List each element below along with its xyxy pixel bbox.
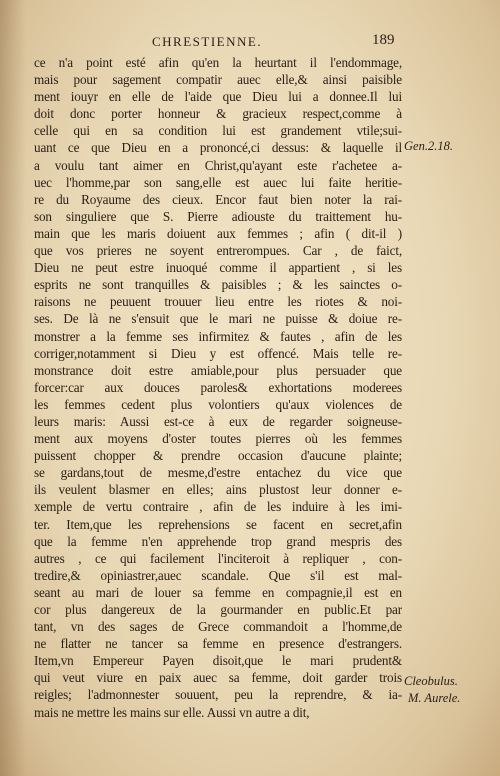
page-number: 189 [372, 32, 395, 48]
text-line: ter. Item,que les reprehensions se facent en secret,afin [34, 516, 402, 532]
text-line: seant au mari de louer sa femme en compagnie,il est en [34, 584, 402, 600]
text-line: les femmes cedent plus volontiers qu'aux violences de [34, 396, 402, 412]
text-line: celle qui en sa condition lui est grandement vtile;sui- [34, 123, 402, 139]
text-line: ce n'a point esté afin qu'en la heurtant il l'endommage, [34, 55, 402, 70]
text-line: ses. De là ne s'ensuit que le mari ne puisse & doiue re- [34, 311, 402, 327]
text-line: se gardans,tout de mesme,d'estre entachez du vice que [34, 465, 402, 481]
text-line: ment aux moyens d'oster toutes pierres où les femmes [34, 431, 402, 447]
text-line: Item,vn Empereur Payen disoit,que le mari prudent& [34, 653, 402, 669]
text-line: ment iouyr en elle de l'aide que Dieu lui a donnee.Il lui [34, 89, 402, 105]
text-line: re du Royaume des cieux. Encor faut bien noter la rai- [34, 191, 402, 207]
text-line: raisons ne peuuent trouuer lieu entre les riotes & noi- [34, 294, 402, 310]
text-line: Dieu ne peut estre inuoqué comme il appartient , si les [34, 260, 402, 276]
text-line: monstrer a la femme ses infirmitez & fautes , afin de les [34, 328, 402, 344]
text-line: monstrance doit estre amiable,pour plus persuader que [34, 362, 402, 378]
page-header [0, 34, 500, 54]
margin-note-genesis: Gen.2.18. [404, 139, 453, 153]
running-title: CHRESTIENNE. [152, 34, 263, 49]
text-line: tant, vn des sages de Grece commandoit a l'homme,de [34, 619, 402, 635]
text-line: autres , ce qui facilement l'inciteroit à repliquer , con- [34, 550, 402, 566]
text-line: leurs maris: Aussi est-ce à eux de regarder soigneuse- [34, 413, 402, 429]
text-line: ne flatter ne tancer sa femme en presence d'estrangers. [34, 636, 402, 652]
text-line: a voulu tant aimer en Christ,qu'ayant este r'achetee a- [34, 157, 402, 173]
text-line: xemple de vertu contraire , afin de les induire à les imi- [34, 499, 402, 515]
text-line: tredire,& opiniastrer,auec scandale. Que s'il est mal- [34, 567, 402, 583]
text-line: uec l'homme,par son sang,elle est auec lui faite heritie- [34, 174, 402, 190]
margin-note-cleobulus: Cleobulus. [404, 674, 458, 688]
text-line: son singuliere que S. Pierre adiouste du traittement hu- [34, 208, 402, 224]
margin-note-aurele: M. Aurele. [408, 691, 461, 705]
text-line: mais pour sagement compatir auec elle,& ainsi paisible [34, 72, 402, 88]
text-line: ils veulent blasmer en elles; ains plustost leur donner e- [34, 482, 402, 498]
text-line: cor plus dangereux de la gourmander en public.Et par [34, 602, 402, 617]
page-gutter-shadow [0, 0, 26, 776]
text-line: esprits ne sont tranquilles & paisibles ; & les sainctes o- [34, 277, 402, 293]
text-line: que vos prieres ne soyent entrerompues. Car , de faict, [34, 243, 402, 259]
text-line: qui veut viure en paix auec sa femme, doit garder trois [34, 670, 402, 686]
text-line: puissent chopper & prendre occasion d'aucune plainte; [34, 448, 402, 464]
text-line: reigles; l'admonnester souuent, peu la reprendre, & ia- [34, 687, 402, 703]
text-line: forcer:car aux douces paroles& exhortations moderees [34, 379, 402, 395]
text-line: uant ce que Dieu en a prononcé,ci dessus: & laquelle il [34, 140, 402, 156]
text-line: corriger,notamment si Dieu y est offencé. Mais telle re- [34, 345, 402, 361]
body-text [34, 54, 402, 721]
text-line: mais ne mettre les mains sur elle. Aussi vn autre a dit, [34, 704, 310, 720]
text-line: que la femme n'en apprehende trop grand mespris des [34, 533, 402, 549]
text-line: doit donc porter honneur & gracieux respect,comme à [34, 106, 402, 122]
text-line: main que les maris doiuent aux femmes ; afin ( dit-il ) [34, 225, 402, 241]
